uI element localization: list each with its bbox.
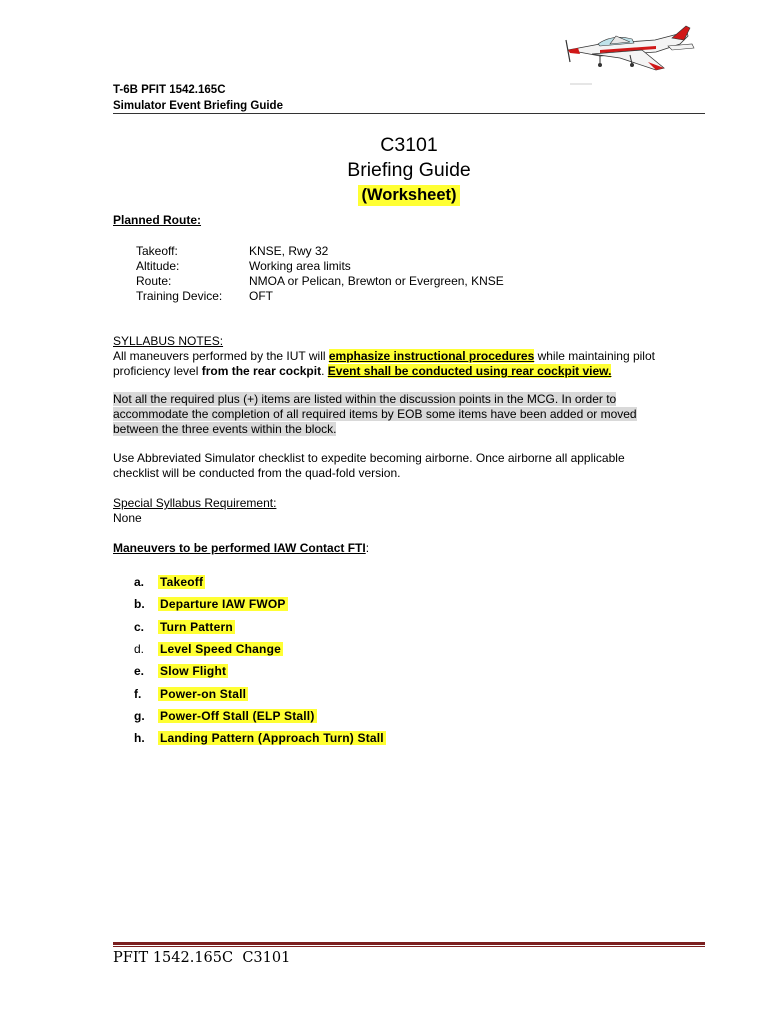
emphasis-text: emphasize instructional procedures — [328, 349, 535, 363]
syllabus-notes-paragraph-2 — [113, 392, 673, 437]
syllabus-notes-paragraph-3: Use Abbreviated Simulator checklist to expedite becoming airborne. Once airborne all applicable checklist will be conducted from the quad-fold version. — [113, 451, 625, 480]
maneuver-label: Turn Pattern — [160, 619, 233, 634]
footer-divider — [113, 942, 705, 945]
maneuver-label: Power-Off Stall (ELP Stall) — [160, 708, 315, 723]
header-divider — [113, 113, 705, 114]
route-row-altitude — [136, 259, 504, 274]
list-marker: a. — [134, 575, 145, 590]
aircraft-logo — [560, 22, 710, 92]
route-row-training-device — [136, 289, 504, 304]
highlighted-text: Not all the required plus (+) items are listed within the discussion points in the MCG. In order to accommodate the completion of all required items by EOB some items have been added or moved between the three events within the block. — [113, 392, 637, 436]
list-item — [134, 682, 386, 704]
special-requirement-heading: Special Syllabus Requirement: — [113, 496, 277, 510]
maneuver-label: Level Speed Change — [160, 642, 281, 657]
list-item — [134, 571, 386, 593]
list-item — [134, 727, 386, 749]
document-header — [113, 82, 283, 114]
maneuver-label: Slow Flight — [160, 664, 227, 679]
text-span: : — [365, 541, 370, 555]
maneuver-label: Departure IAW FWOP — [160, 597, 286, 612]
route-key: Takeoff: — [136, 244, 178, 258]
route-key: Route: — [136, 274, 172, 288]
footer-divider-thin — [113, 946, 705, 947]
header-line-2: Simulator Event Briefing Guide — [113, 100, 283, 112]
route-key: Altitude: — [136, 259, 180, 273]
route-value: OFT — [249, 289, 273, 303]
planned-route-table — [136, 244, 504, 304]
list-item — [134, 638, 386, 660]
route-value: NMOA or Pelican, Brewton or Evergreen, KNSE — [249, 274, 504, 288]
route-value: KNSE, Rwy 32 — [249, 244, 329, 258]
planned-route-heading: Planned Route: — [113, 213, 202, 227]
maneuver-label: Power-on Stall — [160, 686, 247, 701]
requirement-text: Event shall be conducted using rear cockpit view. — [327, 364, 612, 378]
syllabus-notes-paragraph-1 — [113, 349, 693, 379]
maneuvers-heading-text: Maneuvers to be performed IAW Contact FTI — [113, 541, 366, 555]
maneuver-label: Takeoff — [160, 575, 204, 590]
worksheet-label: (Worksheet) — [358, 185, 459, 206]
text-span: . — [321, 364, 328, 378]
page-footer: PFIT 1542.165C C3101 — [113, 950, 291, 966]
maneuvers-heading — [113, 541, 713, 556]
list-marker: c. — [134, 619, 145, 634]
list-marker: e. — [134, 664, 145, 679]
list-marker: g. — [134, 708, 145, 723]
route-key: Training Device: — [136, 289, 223, 303]
list-item — [134, 705, 386, 727]
list-marker: b. — [134, 597, 145, 612]
title-block — [113, 133, 705, 206]
route-row-takeoff — [136, 244, 504, 259]
syllabus-notes-heading: SYLLABUS NOTES: — [113, 334, 224, 348]
list-item — [134, 593, 386, 615]
list-marker: f. — [134, 686, 142, 701]
route-row-route — [136, 274, 504, 289]
maneuvers-list — [134, 571, 386, 749]
list-marker: d. — [134, 642, 145, 657]
header-line-1: T-6B PFIT 1542.165C — [113, 84, 226, 96]
special-requirement — [113, 496, 713, 526]
list-marker: h. — [134, 731, 145, 746]
route-value: Working area limits — [249, 259, 351, 273]
emphasis-text: from the rear cockpit — [201, 364, 322, 378]
maneuver-label: Landing Pattern (Approach Turn) Stall — [160, 731, 384, 746]
document-title: Briefing Guide — [347, 159, 471, 181]
list-item — [134, 616, 386, 638]
text-span: All maneuvers performed by the IUT will — [113, 349, 329, 363]
text-span: while maintaining pilot proficiency level — [113, 349, 655, 378]
syllabus-notes — [113, 334, 713, 379]
event-code: C3101 — [380, 134, 438, 156]
list-item — [134, 660, 386, 682]
special-requirement-value: None — [113, 511, 142, 525]
